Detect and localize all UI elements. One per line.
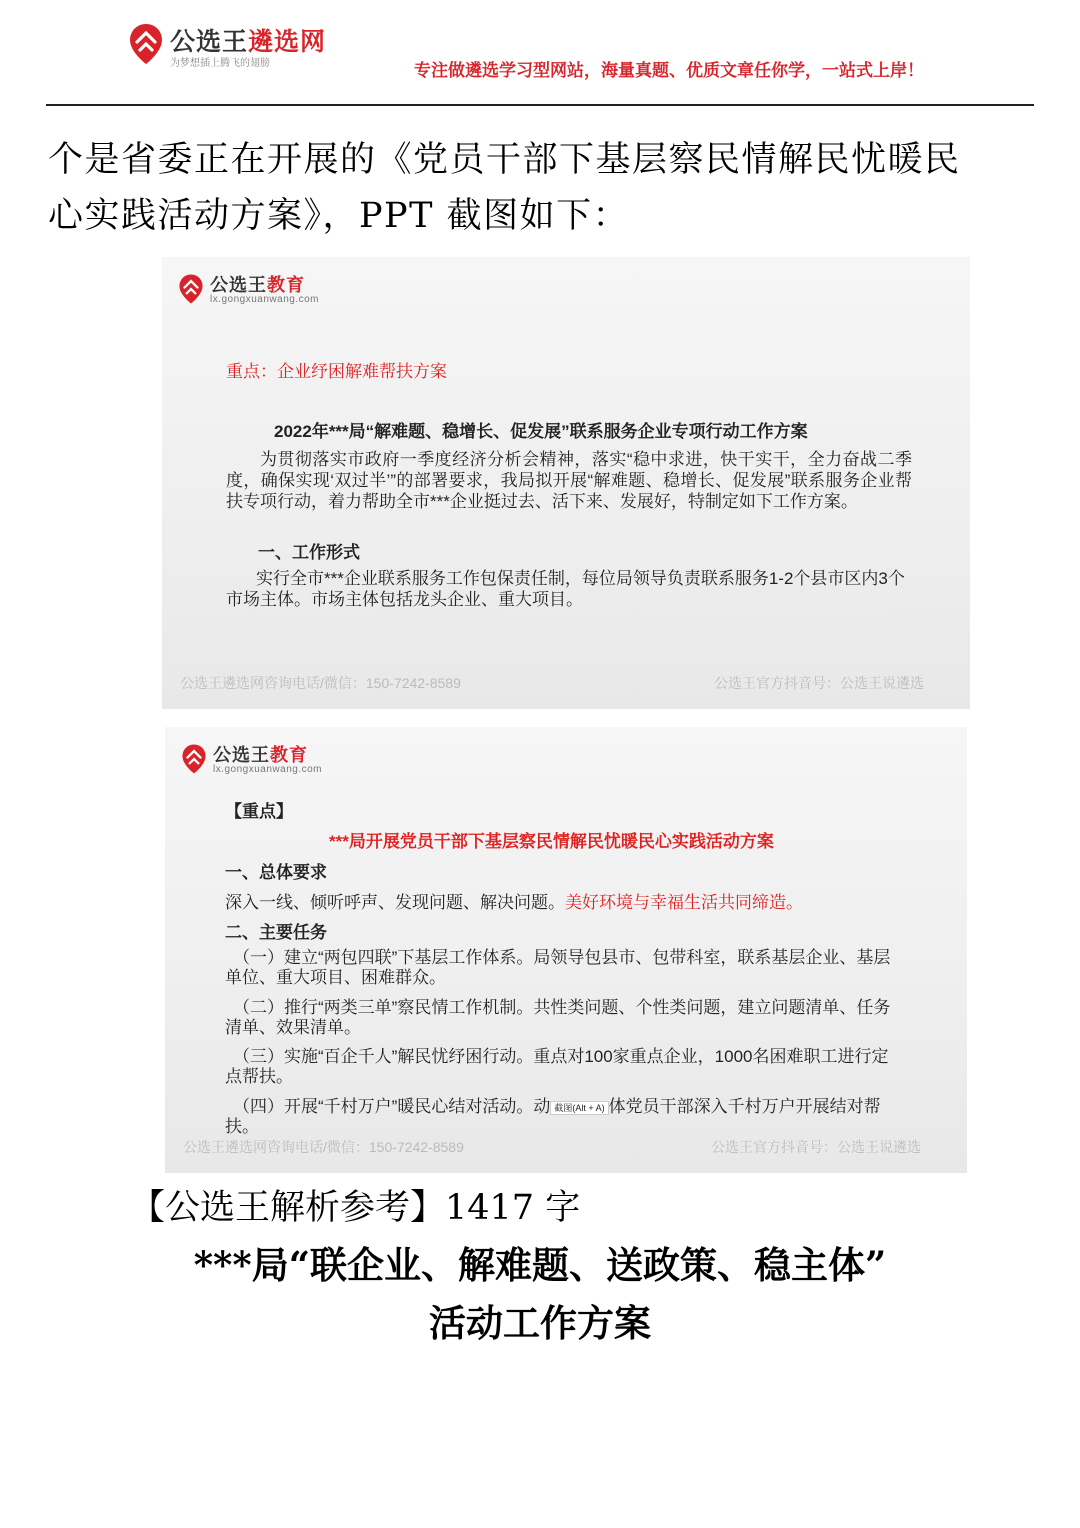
site-tagline: 专注做遴选学习型网站，海量真题、优质文章任你学，一站式上岸！: [414, 61, 924, 81]
slide-requirement: 深入一线、倾听呼声、发现问题、解决问题。美好环境与幸福生活共同缔造。: [225, 893, 803, 912]
slide-url: lx.gongxuanwang.com: [213, 764, 323, 775]
headline-line-1: ***局“联企业、解难题、送政策、稳主体”: [193, 1243, 887, 1287]
brand-logo-icon: [181, 743, 207, 775]
slide-footer-contact: 公选王遴选网咨询电话/微信：150-7242-8589: [183, 1139, 464, 1155]
analysis-label: 【公选王解析参考】1417 字: [130, 1188, 581, 1228]
slide-heading-1: 一、总体要求: [225, 863, 327, 882]
slide-title: ***局开展党员干部下基层察民情解民忧暖民心实践活动方案: [329, 832, 774, 851]
intro-line-1: 个是省委正在开展的《党员干部下基层察民情解民忧暖民: [48, 140, 961, 180]
slide-footer-contact: 公选王遴选网咨询电话/微信：150-7242-8589: [180, 675, 461, 691]
slide-brand: 公选王教育: [210, 275, 305, 295]
slide-paragraph-2: 实行全市***企业联系服务工作包保责任制，每位局领导负责联系服务1-2个县市区内3个市场主体。市场主体包括龙头企业、重大项目。: [226, 569, 905, 609]
slide-heading-2: 二、主要任务: [225, 923, 327, 942]
slide-task-4: （四）开展“千村万户”暖民心结对活动。动 截图(Alt + A) 体党员干部深入千村万户开展结对帮扶。: [225, 1097, 881, 1136]
slide-footer-douyin: 公选王官方抖音号：公选王说遴选: [711, 1139, 921, 1155]
screenshot-tooltip: 截图(Alt + A): [550, 1101, 608, 1115]
article-headline: [0, 1236, 1080, 1352]
slide-key-point: 【重点】: [225, 802, 293, 821]
slide-task-3: （三）实施“百企千人”解民忧纾困行动。重点对100家重点企业，1000名困难职工进行定点帮扶。: [225, 1047, 889, 1086]
slide-task-2: （二）推行“两类三单”察民情工作机制。共性类问题、个性类问题，建立问题清单、任务清单、效果清单。: [225, 998, 891, 1037]
intro-text: [48, 132, 1048, 244]
site-logo-icon: [128, 22, 164, 66]
slide-paragraph: 为贯彻落实市政府一季度经济分析会精神，落实“稳中求进，快干实干，全力奋战二季度，确保实现‘双过半’”的部署要求，我局拟开展“解难题、稳增长、促发展”联系服务企业帮扶专项行动，着力帮助全市***企业挺过去、活下来、发展好，特制定如下工作方案。: [226, 450, 912, 511]
ppt-slide-1: [162, 257, 970, 709]
site-slogan: 为梦想插上腾飞的翅膀: [170, 58, 270, 69]
header-divider: [46, 104, 1034, 106]
site-name: 公选王遴选网: [170, 27, 327, 56]
slide-title: 2022年***局“解难题、稳增长、促发展”联系服务企业专项行动工作方案: [274, 422, 808, 441]
brand-logo-icon: [178, 273, 204, 305]
ppt-slide-2: [165, 727, 967, 1173]
slide-task-1: （一）建立“两包四联”下基层工作体系。局领导包县市、包带科室，联系基层企业、基层单位、重大项目、困难群众。: [225, 948, 891, 987]
slide-heading: 一、工作形式: [258, 543, 360, 562]
headline-line-2: 活动工作方案: [429, 1301, 651, 1345]
slide-brand: 公选王教育: [213, 745, 308, 765]
intro-line-2: 心实践活动方案》，PPT 截图如下：: [48, 196, 630, 236]
slide-key-point: 重点：企业纾困解难帮扶方案: [226, 362, 447, 381]
slide-footer-douyin: 公选王官方抖音号：公选王说遴选: [714, 675, 924, 691]
slide-url: lx.gongxuanwang.com: [210, 294, 320, 305]
